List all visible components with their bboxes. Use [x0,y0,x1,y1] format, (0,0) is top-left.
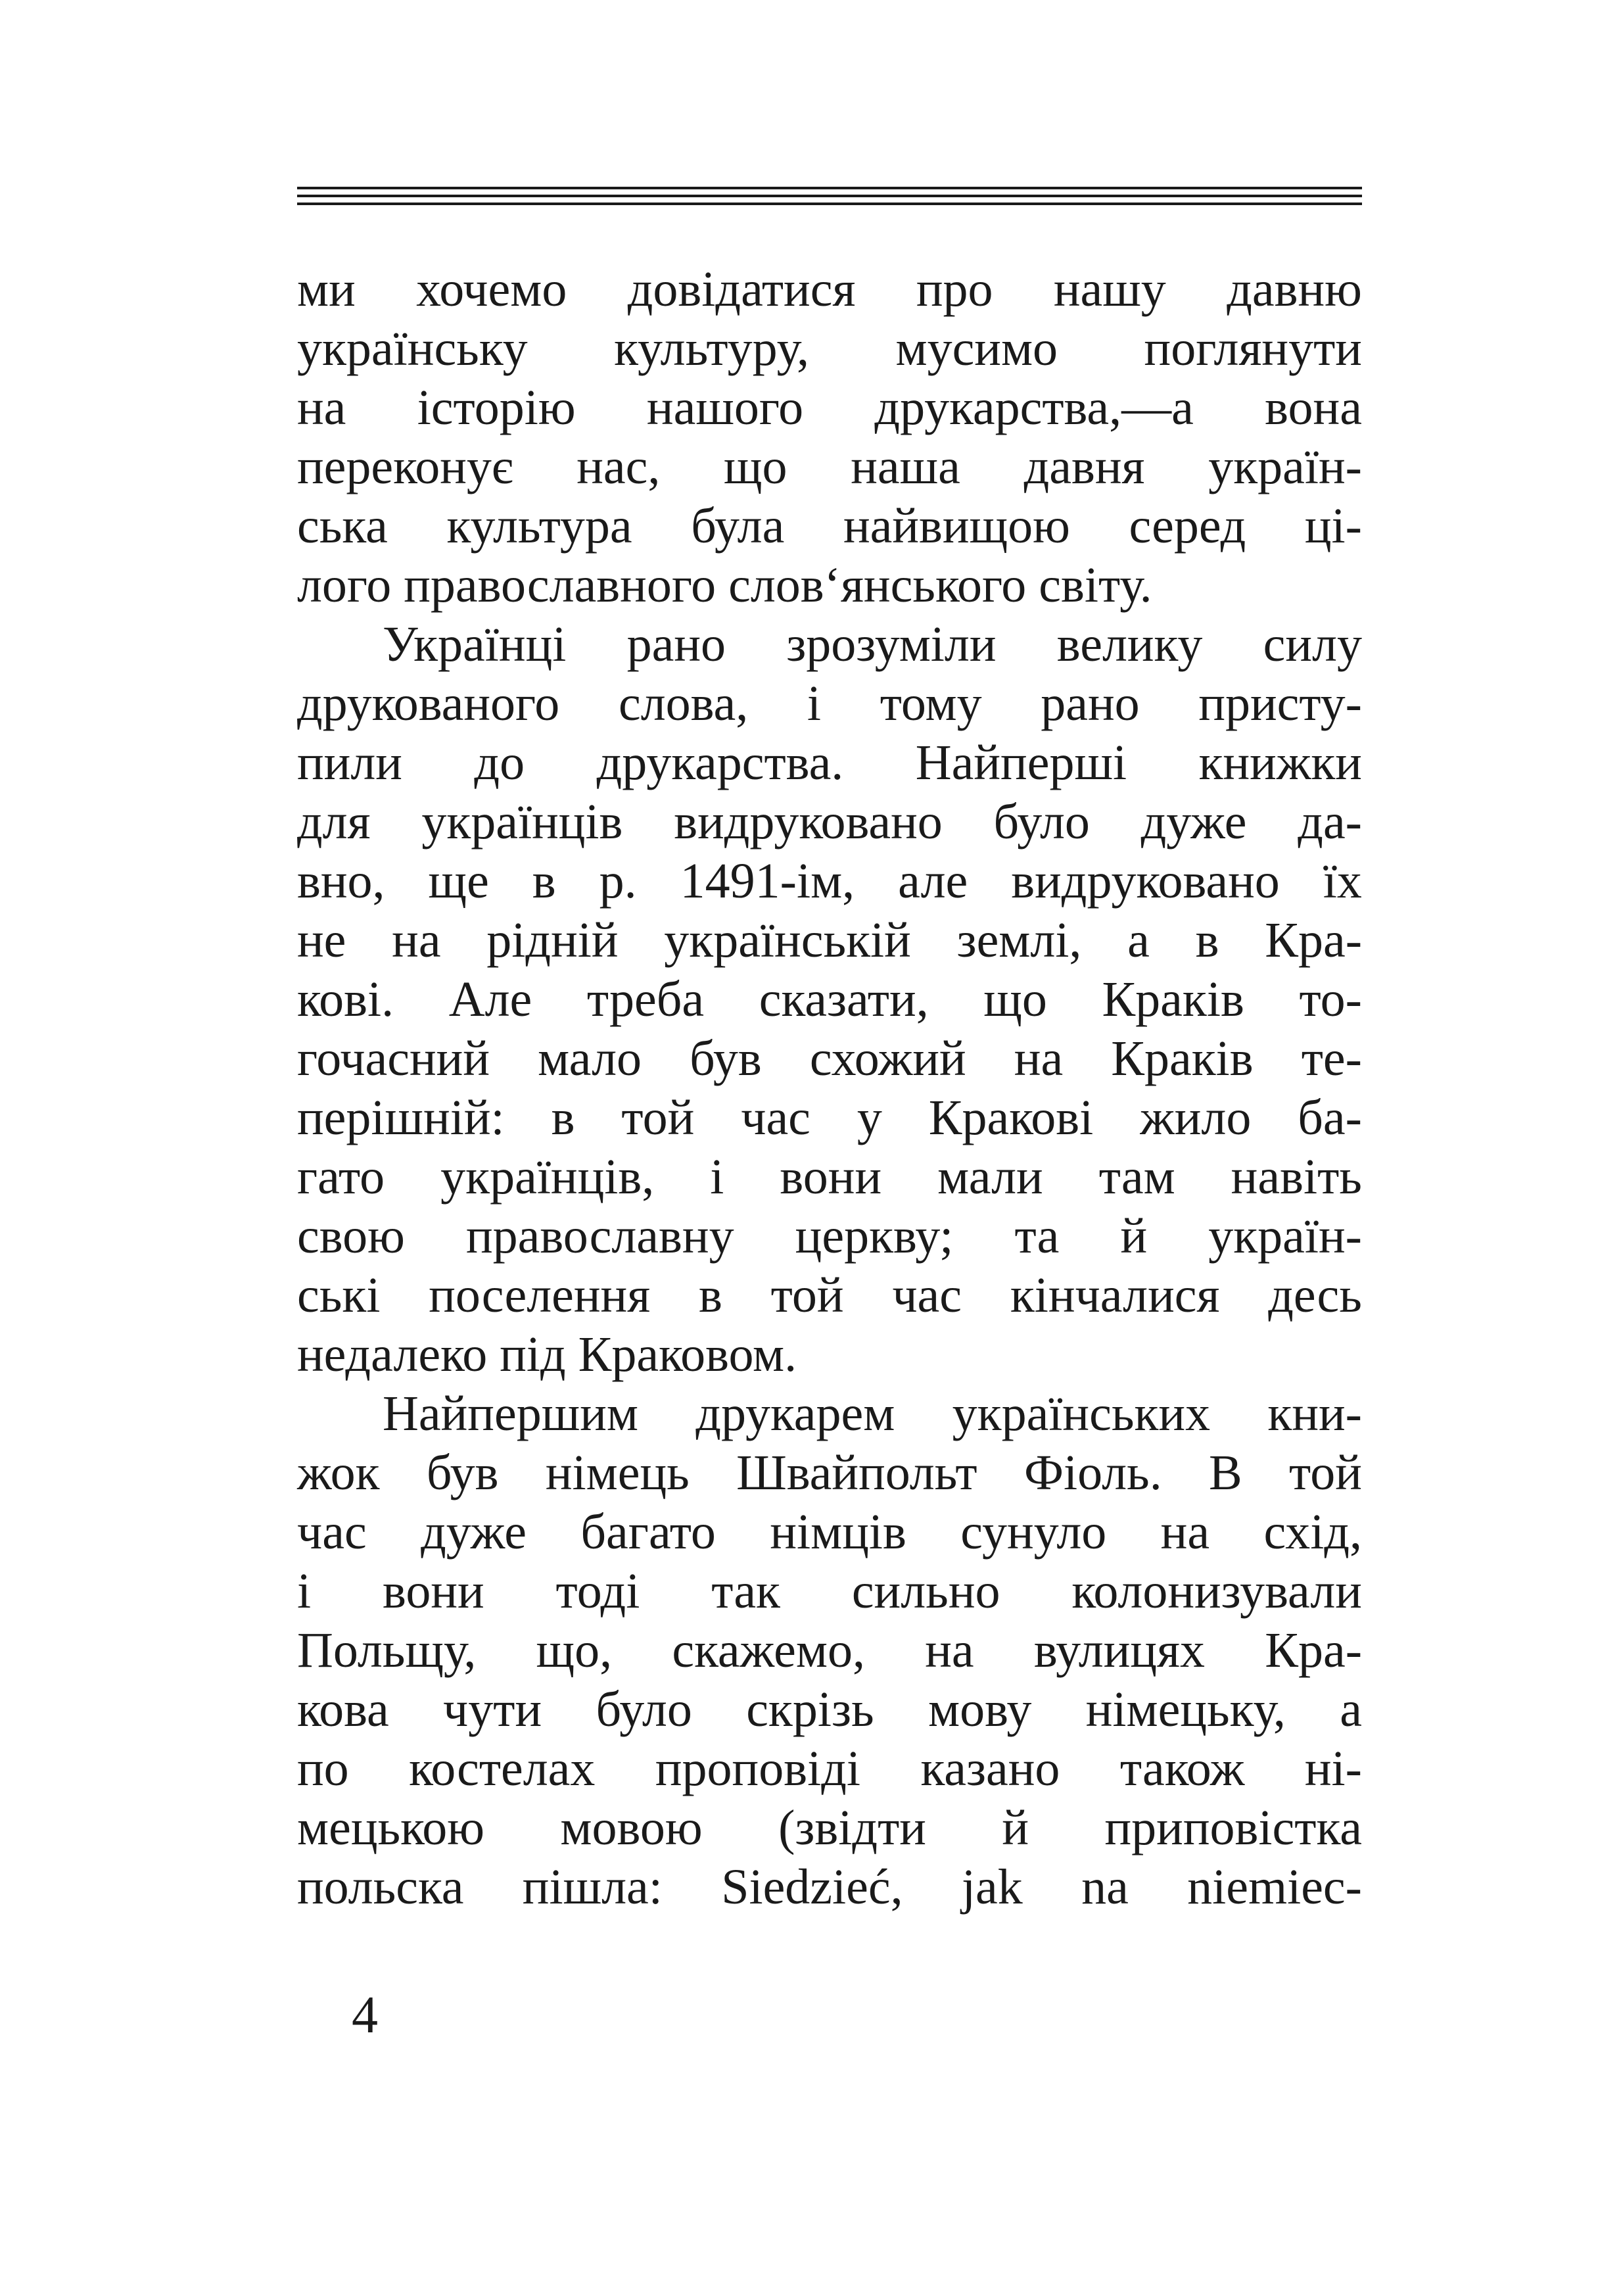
word: на [925,1623,974,1678]
word: ні- [1304,1741,1362,1796]
word: колонизували [1071,1564,1362,1619]
text-line [297,496,1362,556]
word: треба [586,972,705,1027]
word: українців, [440,1149,655,1205]
text-line [297,970,1362,1029]
text-line [297,1029,1362,1088]
word: Польщу, [297,1623,477,1678]
text-line [297,319,1362,378]
word: видруковано [1011,853,1280,909]
word: що [724,439,787,494]
text-line: недалеко під Краковом. [297,1327,797,1382]
word: у [857,1090,882,1145]
word: вони [780,1149,882,1205]
word: мову [928,1682,1032,1737]
word: україн- [1208,1208,1362,1264]
word: переконує [297,439,513,494]
word: чути [443,1682,542,1737]
word: пили [297,735,402,790]
word: в [698,1268,722,1323]
word: ще [428,853,489,909]
word: в [551,1090,575,1145]
word: до [474,735,525,790]
word: вона [1265,380,1362,435]
word: niemiec- [1187,1859,1362,1915]
word: й [1120,1208,1148,1264]
text-line [297,1384,1362,1443]
word: друкованого [297,676,560,731]
text-line [297,437,1362,496]
word: друкарем [695,1386,895,1441]
word: р. [599,853,637,909]
text-line [297,1502,1362,1562]
text-line [297,1088,1362,1147]
word: було [596,1682,692,1737]
word: костелах [409,1741,596,1796]
word: В [1209,1445,1242,1500]
word: то- [1299,972,1362,1027]
word: та [1014,1208,1060,1264]
word: історію [417,380,576,435]
word: давня [1023,439,1145,494]
word: скажемо, [672,1623,865,1678]
word: казано [920,1741,1060,1796]
word: ські [297,1268,381,1323]
word: про [916,262,993,317]
word: присту- [1198,676,1362,731]
header-rule [297,203,1362,205]
word: ми [297,262,356,317]
word: сильно [851,1564,1000,1619]
word: дуже [1140,794,1247,849]
word: також [1119,1741,1245,1796]
word: велику [1056,617,1203,672]
text-line [297,792,1362,851]
word: рідній [486,913,619,968]
word: (звідти [778,1800,926,1855]
word: книжки [1198,735,1362,790]
word: було [993,794,1090,849]
word: і [710,1149,724,1205]
word: рано [1041,676,1140,731]
text-line [297,851,1362,911]
word: а [1127,913,1150,968]
word: видруковано [674,794,943,849]
word: скрізь [746,1682,874,1737]
word: ці- [1304,498,1362,554]
word: той [621,1090,695,1145]
word: перішній: [297,1090,505,1145]
word: той [1289,1445,1362,1500]
word: рано [626,617,726,672]
word: вони [382,1564,484,1619]
word: зрозуміли [786,617,997,672]
header-rule [297,195,1362,197]
word: ська [297,498,388,554]
word: церкву; [795,1208,954,1264]
word: проповіді [655,1741,861,1796]
text-line [297,1621,1362,1680]
word: німець [545,1445,690,1500]
text-line [297,1443,1362,1502]
word: сказати, [759,972,929,1027]
word: що, [536,1623,613,1678]
text-line [297,1680,1362,1739]
word: мецькою [297,1800,484,1855]
word: був [690,1031,762,1086]
text-line: лого православного слов‘янського світу. [297,558,1152,613]
word: кни- [1267,1386,1362,1441]
word: Кра- [1265,1623,1362,1678]
word: на [1014,1031,1064,1086]
word: кінчалися [1010,1268,1220,1323]
word: те- [1301,1031,1362,1086]
word: українську [297,321,528,376]
word: культуру, [614,321,809,376]
word: наша [851,439,960,494]
word: Краків [1111,1031,1254,1086]
word: кові. [297,972,394,1027]
word: жок [297,1445,380,1500]
word: друкарства. [596,735,844,790]
word: німців [770,1504,906,1560]
word: Кра- [1265,913,1362,968]
word: Найперші [915,735,1127,790]
word: jak [961,1859,1023,1915]
page-number: 4 [352,1986,378,2044]
word: серед [1129,498,1246,554]
text-line [297,1798,1362,1857]
word: кова [297,1682,389,1737]
word: поглянути [1144,321,1362,376]
text-line [297,260,1362,319]
text-line [297,1857,1362,1917]
text-line [297,378,1362,437]
word: навіть [1231,1149,1362,1205]
word: тому [880,676,982,731]
header-rule [297,187,1362,189]
text-line [297,1562,1362,1621]
word: мало [538,1031,642,1086]
word: силу [1263,617,1362,672]
word: гато [297,1149,385,1205]
body-text [297,260,1362,1917]
word: нас, [576,439,661,494]
word: була [691,498,785,554]
word: українській [664,913,911,968]
word: Але [448,972,532,1027]
word: мовою [560,1800,703,1855]
word: свою [297,1208,405,1264]
word: православну [465,1208,734,1264]
word: на [297,380,346,435]
word: хочемо [416,262,567,317]
word: час [297,1504,367,1560]
word: довідатися [627,262,856,317]
word: українських [952,1386,1211,1441]
word: що [983,972,1047,1027]
word: й [1002,1800,1029,1855]
word: схожий [809,1031,966,1086]
word: мусимо [895,321,1058,376]
text-line [297,733,1362,792]
word: землі, [956,913,1082,968]
text-line [297,674,1362,733]
word: нашу [1053,262,1166,317]
word: друкарства,—а [874,380,1194,435]
word: німецьку, [1085,1682,1286,1737]
word: нашого [646,380,804,435]
word: ба- [1298,1090,1362,1145]
word: але [898,853,968,909]
word: там [1098,1149,1175,1205]
word: десь [1268,1268,1362,1323]
word: Українці [383,617,567,672]
word: по [297,1741,349,1796]
word: na [1081,1859,1129,1915]
text-line [297,615,1362,674]
word: найвищою [843,498,1070,554]
word: культура [446,498,632,554]
word: Фіоль. [1023,1445,1162,1500]
text-line [297,1266,1362,1325]
word: в [532,853,556,909]
word: давню [1227,262,1362,317]
word: так [711,1564,780,1619]
word: Швайпольт [736,1445,977,1500]
word: пішла: [522,1859,663,1915]
word: приповістка [1104,1800,1362,1855]
word: і [807,676,822,731]
word: схід, [1263,1504,1362,1560]
word: Краків [1102,972,1244,1027]
word: на [392,913,441,968]
word: і [297,1564,312,1619]
word: Siedzieć, [721,1859,903,1915]
word: україн- [1208,439,1362,494]
word: був [426,1445,499,1500]
word: час [741,1090,810,1145]
word: сунуло [960,1504,1107,1560]
word: гочасний [297,1031,490,1086]
word: вно, [297,853,385,909]
word: вулицях [1033,1623,1206,1678]
text-line [297,1739,1362,1798]
word: тоді [555,1564,640,1619]
word: в [1195,913,1219,968]
word: Кракові [928,1090,1094,1145]
text-line [297,911,1362,970]
word: 1491-ім, [680,853,855,909]
text-line [297,1207,1362,1266]
word: мали [937,1149,1043,1205]
word: жило [1140,1090,1252,1145]
word: поселення [429,1268,651,1323]
word: слова, [618,676,749,731]
word: польска [297,1859,464,1915]
word: багато [580,1504,716,1560]
word: той [770,1268,844,1323]
word: їх [1323,853,1362,909]
word: не [297,913,346,968]
word: час [892,1268,962,1323]
word: дуже [421,1504,527,1560]
word: а [1340,1682,1362,1737]
word: на [1160,1504,1210,1560]
word: українців [421,794,623,849]
word: Найпершим [383,1386,638,1441]
word: для [297,794,371,849]
word: да- [1298,794,1362,849]
text-line [297,1147,1362,1207]
